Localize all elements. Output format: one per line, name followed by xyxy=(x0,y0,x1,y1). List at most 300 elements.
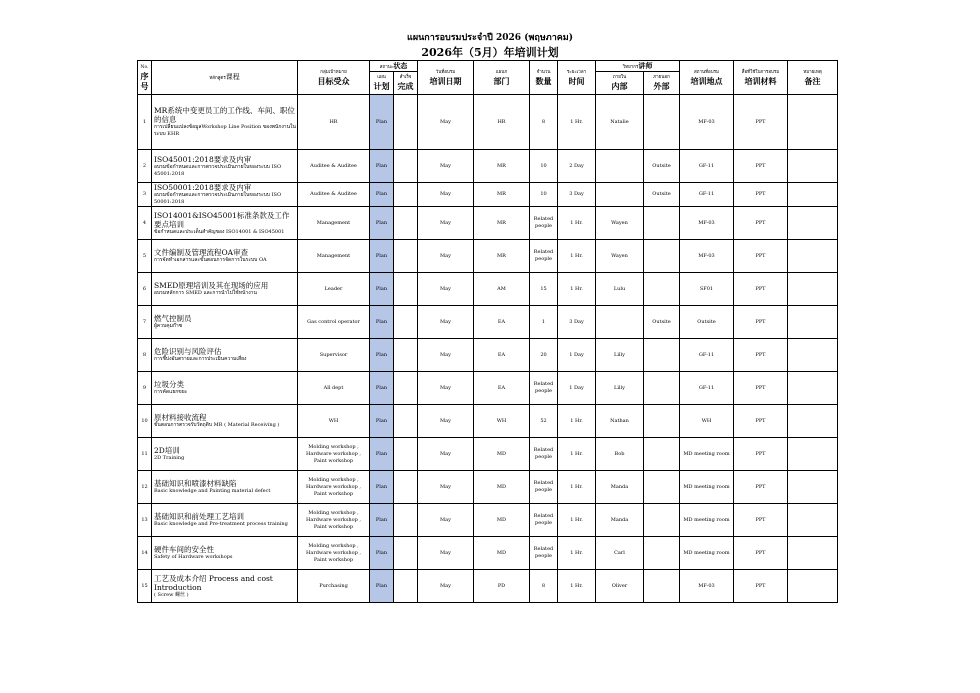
duration: 1 Hr. xyxy=(558,504,596,537)
course-name-sub: ข้อกำหนดและประเด็นสำคัญของ ISO14001 & ISO45001 xyxy=(154,228,285,235)
row-no: 6 xyxy=(138,273,152,306)
course-cell xyxy=(152,372,298,405)
internal-trainer xyxy=(596,306,644,339)
header-time-th: ระยะเวลา xyxy=(566,69,587,75)
header-material-cn: 培训材料 xyxy=(744,75,777,86)
training-place: MD meeting room xyxy=(680,438,734,471)
course-cell xyxy=(152,183,298,207)
training-date: May xyxy=(418,405,474,438)
remark xyxy=(788,150,838,183)
duration: 1 Day xyxy=(558,372,596,405)
training-material: PPT xyxy=(734,570,788,603)
plan-status: Plan xyxy=(370,95,394,150)
quantity: Related people xyxy=(530,372,558,405)
quantity: 8 xyxy=(530,95,558,150)
table-row xyxy=(138,150,838,183)
course-name-cn: SMED原理培训及其在现场的应用 xyxy=(154,281,269,290)
row-no: 7 xyxy=(138,306,152,339)
done-status xyxy=(394,150,418,183)
row-no: 11 xyxy=(138,438,152,471)
internal-trainer: Carl xyxy=(596,537,644,570)
remark xyxy=(788,207,838,240)
remark xyxy=(788,240,838,273)
course-name-cn: 硬件车间的安全性 xyxy=(154,545,214,554)
course-cell xyxy=(152,150,298,183)
course-name-sub: การจัดทำเอกสารและขั้นตอนการจัดการในระบบ OA xyxy=(154,257,267,263)
training-date: May xyxy=(418,537,474,570)
duration: 3 Day xyxy=(558,183,596,207)
table-row xyxy=(138,537,838,570)
table-row xyxy=(138,95,838,150)
training-material: PPT xyxy=(734,273,788,306)
quantity: 10 xyxy=(530,150,558,183)
done-status xyxy=(394,95,418,150)
course-name-cn: ISO50001:2018要求及内审 xyxy=(154,183,252,192)
remark xyxy=(788,537,838,570)
internal-trainer: Lilly xyxy=(596,339,644,372)
duration: 1 Hr. xyxy=(558,273,596,306)
course-cell xyxy=(152,306,298,339)
target-audience: Auditee & Auditee xyxy=(298,150,370,183)
training-place: GF-11 xyxy=(680,183,734,207)
table-row xyxy=(138,372,838,405)
header-dept-th: แผนก xyxy=(495,69,508,75)
target-audience: WH xyxy=(298,405,370,438)
external-trainer xyxy=(644,537,680,570)
training-place: MD meeting room xyxy=(680,504,734,537)
course-name-sub: 2D Training xyxy=(154,455,185,461)
external-trainer xyxy=(644,273,680,306)
duration: 1 Hr. xyxy=(558,537,596,570)
table-row xyxy=(138,240,838,273)
row-no: 14 xyxy=(138,537,152,570)
internal-trainer: Natalie xyxy=(596,95,644,150)
course-name-cn: 2D培训 xyxy=(154,446,180,455)
title-chinese: 2026年（5月）年培训计划 xyxy=(421,46,559,59)
training-plan-table xyxy=(137,60,838,603)
course-name-sub: การเปลี่ยนแปลงข้อมูลWorkshop Line Position ของพนักงานในระบบ EHR xyxy=(154,124,296,137)
header-time xyxy=(558,61,596,95)
remark xyxy=(788,183,838,207)
row-no: 10 xyxy=(138,405,152,438)
remark xyxy=(788,372,838,405)
training-material: PPT xyxy=(734,306,788,339)
header-plan xyxy=(370,72,394,95)
training-place: MD meeting room xyxy=(680,537,734,570)
training-date: May xyxy=(418,240,474,273)
course-name-sub: Safety of Hardware workshops xyxy=(154,554,233,560)
remark xyxy=(788,95,838,150)
course-name-cn: 垃圾分类 xyxy=(154,380,184,389)
course-name-cn: 基础知识和喷漆材料缺陷 xyxy=(154,479,237,488)
course-name-cn: 危险识别与风险评估 xyxy=(154,347,222,356)
header-external-th: ภายนอก xyxy=(653,75,670,80)
external-trainer: Outsite xyxy=(644,183,680,207)
row-no: 8 xyxy=(138,339,152,372)
department: EA xyxy=(474,306,530,339)
training-date: May xyxy=(418,183,474,207)
training-place: MD meeting room xyxy=(680,471,734,504)
done-status xyxy=(394,372,418,405)
training-material: PPT xyxy=(734,207,788,240)
internal-trainer: Lulu xyxy=(596,273,644,306)
duration: 2 Day xyxy=(558,150,596,183)
plan-status: Plan xyxy=(370,273,394,306)
department: AM xyxy=(474,273,530,306)
table-row xyxy=(138,207,838,240)
quantity: 52 xyxy=(530,405,558,438)
quantity: Related people xyxy=(530,537,558,570)
header-plan-cn: 计划 xyxy=(373,81,390,91)
course-cell xyxy=(152,537,298,570)
header-done-th: สำเร็จ xyxy=(399,75,412,80)
header-time-cn: 时间 xyxy=(568,75,585,86)
course-name-cn: 文件编制及管理流程OA审查 xyxy=(154,248,249,257)
external-trainer xyxy=(644,339,680,372)
course-name-cn: 燃气控制员 xyxy=(154,314,192,323)
header-date-cn: 培训日期 xyxy=(429,75,462,86)
done-status xyxy=(394,240,418,273)
target-audience: Leader xyxy=(298,273,370,306)
table-row xyxy=(138,570,838,603)
done-status xyxy=(394,306,418,339)
done-status xyxy=(394,438,418,471)
header-dept-cn: 部门 xyxy=(493,75,510,86)
target-audience: Management xyxy=(298,207,370,240)
course-name-sub: อบรมข้อกำหนดและการตรวจประเมินภายในของระบบ ISO 45001:2018 xyxy=(154,163,282,177)
internal-trainer: Nathan xyxy=(596,405,644,438)
header-date xyxy=(418,61,474,95)
course-cell xyxy=(152,95,298,150)
training-material: PPT xyxy=(734,183,788,207)
header-internal-cn: 内部 xyxy=(611,81,628,91)
duration: 3 Day xyxy=(558,306,596,339)
external-trainer xyxy=(644,207,680,240)
course-name-cn: 原材料接收流程 xyxy=(154,413,207,422)
plan-status: Plan xyxy=(370,537,394,570)
internal-trainer: Manda xyxy=(596,471,644,504)
duration: 1 Hr. xyxy=(558,471,596,504)
training-material: PPT xyxy=(734,438,788,471)
target-audience: Molding workshop , Hardware workshop , Paint workshop xyxy=(298,537,370,570)
header-done xyxy=(394,72,418,95)
training-date: May xyxy=(418,95,474,150)
department: WH xyxy=(474,405,530,438)
quantity: Related people xyxy=(530,471,558,504)
external-trainer xyxy=(644,504,680,537)
course-cell xyxy=(152,240,298,273)
plan-status: Plan xyxy=(370,306,394,339)
row-no: 15 xyxy=(138,570,152,603)
training-material: PPT xyxy=(734,471,788,504)
plan-status: Plan xyxy=(370,438,394,471)
header-remark xyxy=(788,61,838,95)
header-no xyxy=(138,61,152,95)
training-material: PPT xyxy=(734,240,788,273)
header-no-cn: 序号 xyxy=(140,70,149,91)
department: HR xyxy=(474,95,530,150)
header-trainer xyxy=(596,61,680,72)
course-name-sub: Basic knowledge and Painting material defect xyxy=(154,488,271,494)
department: EA xyxy=(474,339,530,372)
done-status xyxy=(394,570,418,603)
training-place: MF-03 xyxy=(680,570,734,603)
internal-trainer: Manda xyxy=(596,504,644,537)
header-status-cn: 状态 xyxy=(393,61,408,70)
plan-status: Plan xyxy=(370,471,394,504)
table-row xyxy=(138,339,838,372)
training-place: MF-03 xyxy=(680,95,734,150)
target-audience: Molding workshop , Hardware workshop , Paint workshop xyxy=(298,471,370,504)
duration: 1 Hr. xyxy=(558,240,596,273)
course-name-cn: 基础知识和前处理工艺培训 xyxy=(154,512,244,521)
header-qty xyxy=(530,61,558,95)
course-name-sub: ขั้นตอนการตรวจรับวัตถุดิบ MR ( Material Receiving ) xyxy=(154,422,280,428)
plan-status: Plan xyxy=(370,570,394,603)
course-name-sub: อบรมหลักการ SMED และการนำไปใช้หน้างาน xyxy=(154,290,257,296)
external-trainer xyxy=(644,372,680,405)
target-audience: Purchasing xyxy=(298,570,370,603)
department: PD xyxy=(474,570,530,603)
quantity: 8 xyxy=(530,570,558,603)
plan-status: Plan xyxy=(370,372,394,405)
quantity: 1 xyxy=(530,306,558,339)
course-cell xyxy=(152,438,298,471)
row-no: 4 xyxy=(138,207,152,240)
internal-trainer: Oliver xyxy=(596,570,644,603)
quantity: 20 xyxy=(530,339,558,372)
remark xyxy=(788,306,838,339)
training-date: May xyxy=(418,207,474,240)
header-date-th: วันที่อบรม xyxy=(435,69,456,75)
course-name-sub: การคัดแยกขยะ xyxy=(154,389,188,395)
quantity: Related people xyxy=(530,504,558,537)
target-audience: All dept xyxy=(298,372,370,405)
duration: 1 Hr. xyxy=(558,207,596,240)
plan-status: Plan xyxy=(370,339,394,372)
training-material: PPT xyxy=(734,150,788,183)
course-cell xyxy=(152,570,298,603)
training-place: WH xyxy=(680,405,734,438)
training-material: PPT xyxy=(734,372,788,405)
internal-trainer: Bob xyxy=(596,438,644,471)
done-status xyxy=(394,405,418,438)
target-audience: Gas control operator xyxy=(298,306,370,339)
training-date: May xyxy=(418,504,474,537)
training-material: PPT xyxy=(734,95,788,150)
header-course xyxy=(152,61,298,95)
course-name-cn: ISO14001&ISO45001标准条款及工作要点培训 xyxy=(154,210,290,229)
external-trainer xyxy=(644,438,680,471)
external-trainer: Outsite xyxy=(644,306,680,339)
header-status-th: สถานะ xyxy=(379,65,394,70)
external-trainer xyxy=(644,570,680,603)
duration: 1 Hr. xyxy=(558,570,596,603)
table-row xyxy=(138,438,838,471)
header-place-th: สถานที่อบรม xyxy=(694,69,719,75)
training-date: May xyxy=(418,339,474,372)
done-status xyxy=(394,471,418,504)
training-date: May xyxy=(418,273,474,306)
remark xyxy=(788,339,838,372)
training-date: May xyxy=(418,306,474,339)
target-audience: Molding workshop , Hardware workshop , Paint workshop xyxy=(298,504,370,537)
internal-trainer: Lilly xyxy=(596,372,644,405)
header-internal-th: ภายใน xyxy=(612,75,627,80)
internal-trainer xyxy=(596,150,644,183)
training-place: GF-11 xyxy=(680,150,734,183)
department: MD xyxy=(474,438,530,471)
duration: 1 Hr. xyxy=(558,405,596,438)
training-place: MF-03 xyxy=(680,207,734,240)
department: MR xyxy=(474,207,530,240)
training-place: SF01 xyxy=(680,273,734,306)
remark xyxy=(788,504,838,537)
header-external xyxy=(644,72,680,95)
department: MD xyxy=(474,537,530,570)
quantity: Related people xyxy=(530,240,558,273)
table-row xyxy=(138,405,838,438)
department: EA xyxy=(474,372,530,405)
header-internal xyxy=(596,72,644,95)
internal-trainer: Wayen xyxy=(596,207,644,240)
training-date: May xyxy=(418,570,474,603)
done-status xyxy=(394,207,418,240)
quantity: 15 xyxy=(530,273,558,306)
department: MR xyxy=(474,240,530,273)
remark xyxy=(788,405,838,438)
row-no: 5 xyxy=(138,240,152,273)
course-cell xyxy=(152,273,298,306)
training-material: PPT xyxy=(734,339,788,372)
header-qty-cn: 数量 xyxy=(535,75,552,86)
row-no: 2 xyxy=(138,150,152,183)
table-body xyxy=(138,95,838,603)
training-material: PPT xyxy=(734,504,788,537)
remark xyxy=(788,438,838,471)
training-material: PPT xyxy=(734,405,788,438)
target-audience: Molding workshop , Hardware workshop , Paint workshop xyxy=(298,438,370,471)
header-material-th: สื่อที่ใช้ในการอบรม xyxy=(741,69,780,75)
course-cell xyxy=(152,207,298,240)
training-date: May xyxy=(418,150,474,183)
table-row xyxy=(138,504,838,537)
target-audience: Management xyxy=(298,240,370,273)
header-done-cn: 完成 xyxy=(397,81,414,91)
training-place: GF-11 xyxy=(680,339,734,372)
remark xyxy=(788,570,838,603)
duration: 1 Day xyxy=(558,339,596,372)
quantity: 10 xyxy=(530,183,558,207)
done-status xyxy=(394,504,418,537)
duration: 1 Hr. xyxy=(558,95,596,150)
target-audience: HR xyxy=(298,95,370,150)
training-material: PPT xyxy=(734,537,788,570)
header-no-th: No. xyxy=(140,64,149,70)
plan-status: Plan xyxy=(370,504,394,537)
internal-trainer: Wayen xyxy=(596,240,644,273)
remark xyxy=(788,471,838,504)
course-name-sub: Basic knowledge and Pre-treatment process training xyxy=(154,521,288,527)
header-dept xyxy=(474,61,530,95)
table-row xyxy=(138,183,838,207)
row-no: 12 xyxy=(138,471,152,504)
title-thai: แผนการอบรมประจำปี 2026 (พฤษภาคม) xyxy=(407,33,573,43)
header-qty-th: จำนวน xyxy=(536,69,551,75)
plan-status: Plan xyxy=(370,207,394,240)
done-status xyxy=(394,273,418,306)
header-target-th: กลุ่มเป้าหมาย xyxy=(320,69,347,75)
target-audience: Supervisor xyxy=(298,339,370,372)
course-name-cn: ISO45001:2018要求及内审 xyxy=(154,154,252,164)
training-date: May xyxy=(418,372,474,405)
department: MR xyxy=(474,150,530,183)
quantity: Related people xyxy=(530,438,558,471)
header-course-th: หลักสูตร xyxy=(209,76,226,81)
header-remark-th: หมายเหตุ xyxy=(803,69,822,75)
course-name-sub: อบรมข้อกำหนดและการตรวจประเมินภายในของระบบ ISO 50001:2018 xyxy=(154,192,282,205)
course-cell xyxy=(152,405,298,438)
target-audience: Auditee & Auditee xyxy=(298,183,370,207)
table-row xyxy=(138,471,838,504)
external-trainer xyxy=(644,405,680,438)
plan-status: Plan xyxy=(370,150,394,183)
row-no: 3 xyxy=(138,183,152,207)
header-plan-th: แผน xyxy=(377,75,386,80)
header-status xyxy=(370,61,418,72)
header-course-cn: 课程 xyxy=(225,73,240,81)
department: MD xyxy=(474,504,530,537)
external-trainer xyxy=(644,471,680,504)
header-trainer-cn: 讲师 xyxy=(638,61,653,70)
course-cell xyxy=(152,339,298,372)
department: MR xyxy=(474,183,530,207)
plan-status: Plan xyxy=(370,183,394,207)
training-place: MF-03 xyxy=(680,240,734,273)
training-date: May xyxy=(418,438,474,471)
internal-trainer xyxy=(596,183,644,207)
header-target xyxy=(298,61,370,95)
plan-status: Plan xyxy=(370,405,394,438)
training-date: May xyxy=(418,471,474,504)
table-row xyxy=(138,273,838,306)
external-trainer xyxy=(644,240,680,273)
done-status xyxy=(394,537,418,570)
course-name-sub: การชี้บ่งอันตรายและการประเมินความเสี่ยง xyxy=(154,356,247,362)
duration: 1 Hr. xyxy=(558,438,596,471)
external-trainer xyxy=(644,95,680,150)
header-material xyxy=(734,61,788,95)
row-no: 9 xyxy=(138,372,152,405)
header-place-cn: 培训地点 xyxy=(690,75,723,86)
remark xyxy=(788,273,838,306)
row-no: 13 xyxy=(138,504,152,537)
course-name-sub: ( Screw 螺丝 ) xyxy=(154,591,189,598)
header-place xyxy=(680,61,734,95)
done-status xyxy=(394,183,418,207)
header-target-cn: 目标受众 xyxy=(317,75,350,86)
quantity: Related people xyxy=(530,207,558,240)
training-place: Outsite xyxy=(680,306,734,339)
external-trainer: Outsite xyxy=(644,150,680,183)
course-name-sub: ผู้ควบคุมก๊าซ xyxy=(154,323,183,329)
course-cell xyxy=(152,471,298,504)
course-name-cn: 工艺及成本介绍 Process and cost Introduction xyxy=(154,573,273,592)
header-external-cn: 外部 xyxy=(653,81,670,91)
row-no: 1 xyxy=(138,95,152,150)
department: MD xyxy=(474,471,530,504)
course-name-cn: MR系统中变更员工的工作线、车间、职位的信息 xyxy=(154,106,295,124)
